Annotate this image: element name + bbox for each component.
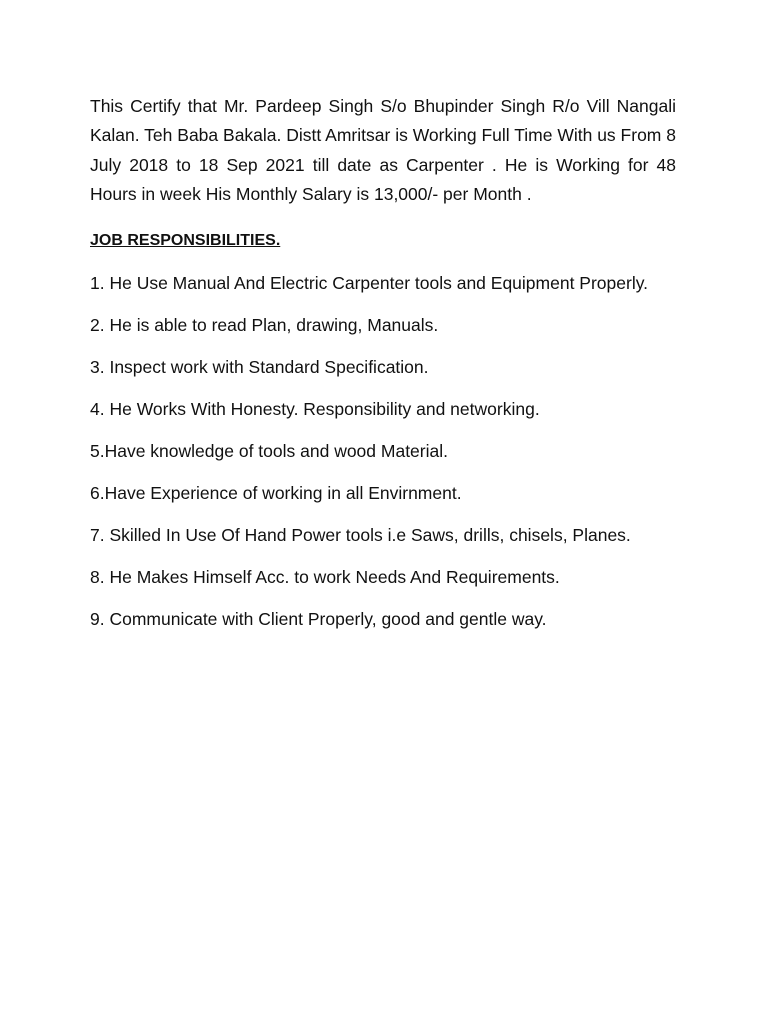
responsibility-item-6: 6.Have Experience of working in all Envirnment. — [90, 483, 462, 504]
job-responsibilities-heading: JOB RESPONSIBILITIES. — [90, 232, 281, 250]
responsibility-item-4: 4. He Works With Honesty. Responsibility and networking. — [90, 399, 540, 420]
responsibility-item-8: 8. He Makes Himself Acc. to work Needs And Requirements. — [90, 567, 560, 588]
responsibilities-list — [90, 272, 676, 630]
responsibility-item-7: 7. Skilled In Use Of Hand Power tools i.e Saws, drills, chisels, Planes. — [90, 525, 631, 546]
responsibility-item-2: 2. He is able to read Plan, drawing, Manuals. — [90, 315, 439, 336]
responsibility-item-1: 1. He Use Manual And Electric Carpenter tools and Equipment Properly. — [90, 273, 649, 294]
certificate-intro-paragraph: This Certify that Mr. Pardeep Singh S/o Bhupinder Singh R/o Vill Nangali Kalan. Teh Baba Bakala. Distt Amritsar is Working Full Time With us From 8 July 2018 to 18 Sep 2021 till date as Carpenter . He is Working for 48 Hours in week His Monthly Salary is 13,000/- per Month . — [90, 96, 676, 204]
responsibility-item-3: 3. Inspect work with Standard Specification. — [90, 357, 429, 378]
responsibility-item-5: 5.Have knowledge of tools and wood Material. — [90, 441, 448, 462]
responsibility-item-9: 9. Communicate with Client Properly, good and gentle way. — [90, 609, 547, 630]
certificate-page — [90, 92, 676, 630]
